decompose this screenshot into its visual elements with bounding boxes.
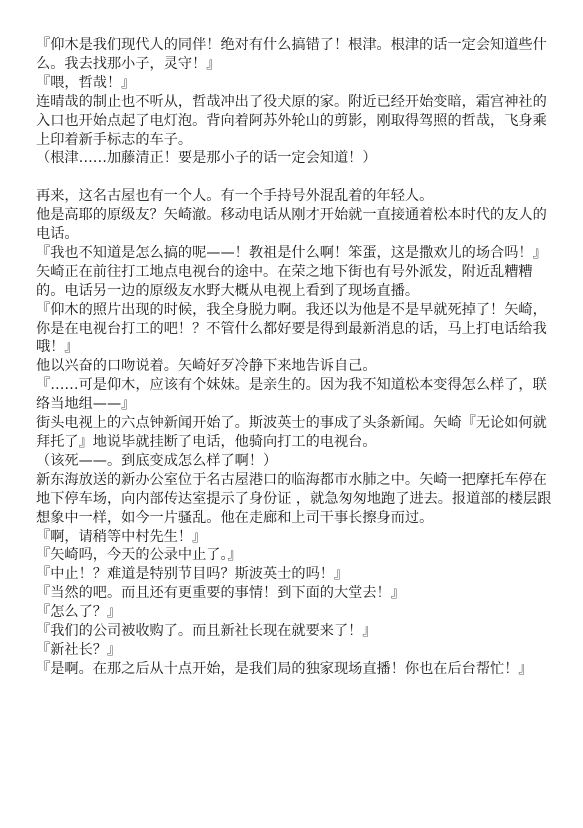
paragraph: 连晴哉的制止也不听从，哲哉冲出了役犬原的家。附近已经开始变暗，霜宫神社的入口也开始点起了电灯泡。背向着阿苏外轮山的剪影，刚取得驾照的哲哉，飞身乘上印着新手标志的车子。 (36, 93, 547, 148)
paragraph: 『我也不知道是怎么搞的呢——！教祖是什么啊！笨蛋，这是撒欢儿的场合吗！』 (36, 244, 547, 261)
paragraph: 『当然的吧。而且还有更重要的事情！到下面的大堂去！』 (36, 585, 405, 602)
paragraph: 『喂，哲哉！』 (36, 74, 136, 91)
paragraph: （根津……加藤清正！要是那小子的话一定会知道！） (36, 150, 377, 167)
paragraph: 矢崎正在前往打工地点电视台的途中。在荣之地下街也有号外派发，附近乱糟糟的。电话另一边的原级友水野大概从电视上看到了现场直播。 (36, 263, 533, 299)
paragraph: 『新社长？』 (36, 641, 122, 658)
paragraph: （该死——。到底变成怎么样了啊！） (36, 452, 278, 469)
paragraph: 他是高耶的原级友？矢崎澈。移动电话从刚才开始就一直接通着松本时代的友人的电话。 (36, 207, 547, 243)
paragraph: 『仰木是我们现代人的同伴！绝对有什么搞错了！根津。根津的话一定会知道些什么。我去找那小子，灵守！』 (36, 37, 547, 72)
paragraph: 『怎么了？』 (36, 604, 122, 621)
paragraph: 『是啊。在那之后从十点开始，是我们局的独家现场直播！你也在后台帮忙！』 (36, 660, 533, 677)
paragraph: 他以兴奋的口吻说着。矢崎好歹冷静下来地告诉自己。 (36, 358, 377, 375)
paragraph: 『中止！？难道是特别节目吗？斯波英士的吗！』 (36, 566, 349, 583)
paragraph: 『我们的公司被收购了。而且新社长现在就要来了！』 (36, 623, 377, 640)
paragraph: 『仰木的照片出现的时候，我全身脱力啊。我还以为他是不是早就死掉了！矢崎，你是在电视台打工的吧！？不管什么都好要是得到最新消息的话，马上打电话给我哦！』 (36, 301, 547, 356)
paragraph: 『矢崎吗，今天的公录中止了。』 (36, 547, 242, 564)
paragraph-spacer (36, 168, 556, 187)
paragraph: 新东海放送的新办公室位于名古屋港口的临海都市水肺之中。矢崎一把摩托车停在地下停车场，向内部传达室提示了身份证 ，就急匆匆地跑了进去。报道部的楼层跟想象中一样，如今一片骚乱。他在走廊和上司干事长擦身而过。 (36, 471, 552, 526)
paragraph: 『啊，请稍等中村先生！』 (36, 528, 207, 545)
document-page (36, 36, 556, 679)
paragraph: 街头电视上的六点钟新闻开始了。斯波英士的事成了头条新闻。矢崎『无论如何就拜托了』地说毕就挂断了电话，他骑向打工的电视台。 (36, 415, 547, 451)
paragraph: 『……可是仰木，应该有个妹妹。是亲生的。因为我不知道松本变得怎么样了，联络当地组——』 (36, 377, 547, 413)
paragraph: 再来，这名古屋也有一个人。有一个手持号外混乱着的年轻人。 (36, 188, 434, 205)
